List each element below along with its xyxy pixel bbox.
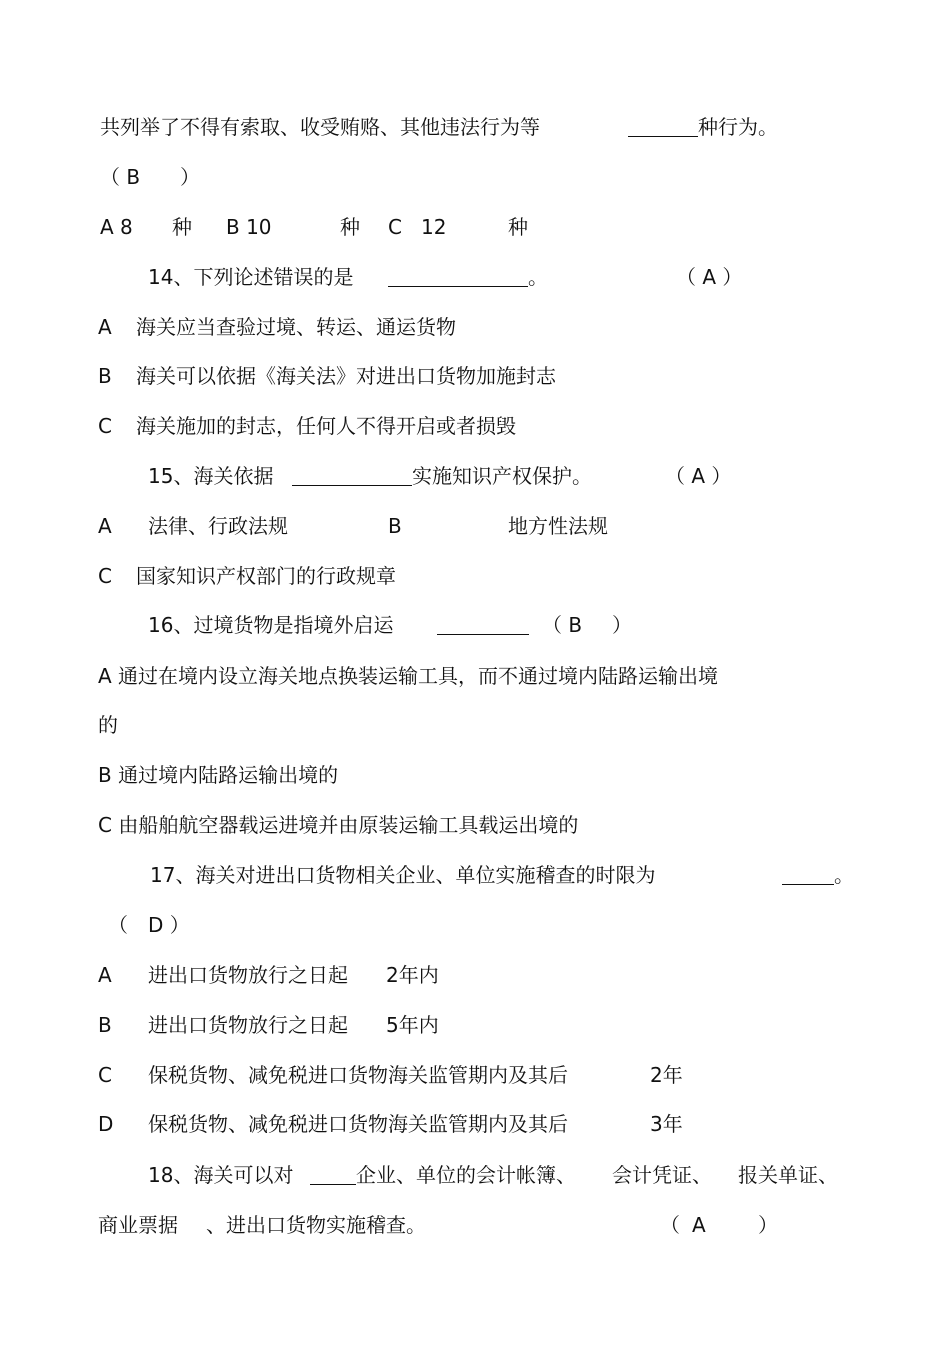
answer-blank: [782, 864, 834, 885]
text: 海关应当查验过境、转运、通运货物: [136, 315, 456, 339]
question-18-answer: [692, 1211, 706, 1239]
text: A: [98, 315, 112, 339]
text: 海关施加的封志，任何人不得开启或者损毁: [136, 414, 516, 438]
question-14-option-b-text: [136, 362, 556, 390]
question-18-blank: [310, 1161, 576, 1189]
text: 种: [508, 215, 528, 239]
text: B 通过境内陆路运输出境的: [98, 763, 339, 787]
question-17-blank: [782, 861, 854, 889]
question-14-option-c-label: [98, 412, 112, 440]
option-a-unit: [172, 213, 192, 241]
question-17-option-a-label: [98, 961, 112, 989]
question-18-text: [148, 1161, 293, 1189]
question-18-text-5: [206, 1211, 426, 1239]
question-13-answer-close: [180, 163, 200, 191]
text: ）: [612, 613, 632, 637]
answer-blank: [388, 266, 528, 287]
question-17-option-d-label: [98, 1110, 113, 1138]
question-15-answer: [665, 462, 731, 490]
text: C: [98, 1063, 112, 1087]
text: 报关单证、: [738, 1163, 838, 1187]
answer-blank: [628, 116, 698, 137]
text: C 由船舶航空器载运进境并由原装运输工具载运出境的: [98, 813, 579, 837]
question-16-option-a: [98, 662, 718, 690]
question-18-text-4: [98, 1211, 178, 1239]
text: A 通过在境内设立海关地点换装运输工具，而不通过境内陆路运输出境: [98, 664, 719, 688]
question-14-answer: [676, 263, 742, 291]
text: 共列举了不得有索取、收受贿赂、其他违法行为等: [100, 115, 540, 139]
text: A: [98, 963, 112, 987]
option-b: [226, 213, 272, 241]
text: 、进出口货物实施稽查。: [206, 1213, 426, 1237]
option-a: A 8: [100, 215, 133, 239]
question-17-answer-open: [108, 911, 128, 939]
question-13-text-cont: [100, 113, 540, 141]
text: D: [98, 1112, 114, 1136]
question-17-answer: [148, 911, 190, 939]
question-18-text-3: [738, 1161, 838, 1189]
text: 国家知识产权部门的行政规章: [136, 564, 396, 588]
text: 种行为。: [698, 115, 778, 139]
text: 种: [340, 215, 360, 239]
question-16-option-c: [98, 811, 578, 839]
text: C: [98, 564, 112, 588]
text: 3年: [650, 1112, 683, 1136]
question-17-option-b-value: [386, 1011, 439, 1039]
question-17-option-c-value: [650, 1061, 683, 1089]
question-18-answer-open: [660, 1211, 680, 1239]
text: B 10: [226, 215, 272, 239]
question-17-option-a-text: [148, 961, 348, 989]
answer-blank: [310, 1164, 356, 1185]
text: 的: [98, 713, 118, 737]
option-c-unit: [508, 213, 528, 241]
text: 保税货物、减免税进口货物海关监管期内及其后: [148, 1112, 568, 1136]
text: 会计凭证、: [612, 1163, 712, 1187]
option-c-value: [421, 213, 446, 241]
text: 法律、行政法规: [148, 514, 288, 538]
question-15-option-a-label: [98, 512, 112, 540]
answer-blank: [292, 465, 412, 486]
text: B: [98, 1013, 112, 1037]
text: （ A ）: [665, 464, 732, 488]
text: 2年: [650, 1063, 683, 1087]
answer-blank: [437, 614, 529, 635]
text: 18、海关可以对: [148, 1163, 294, 1187]
option-c: [388, 213, 402, 241]
text: 进出口货物放行之日起: [148, 1013, 348, 1037]
text: 12: [421, 215, 447, 239]
question-13-answer: [100, 163, 140, 191]
question-13-options: [100, 213, 133, 241]
question-17-option-a-value: [386, 961, 439, 989]
question-15-option-c-label: [98, 562, 112, 590]
text: 。: [528, 265, 548, 289]
text: （ B: [100, 165, 141, 189]
text: 。: [834, 863, 854, 887]
question-15-text: [148, 462, 273, 490]
text: （ B: [542, 613, 583, 637]
text: C: [98, 414, 112, 438]
text: B: [98, 364, 112, 388]
question-15-option-b-label: [388, 512, 402, 540]
text: 5年内: [386, 1013, 439, 1037]
text: 海关可以依据《海关法》对进出口货物加施封志: [136, 364, 556, 388]
question-14-option-a-label: [98, 313, 112, 341]
text: 16、过境货物是指境外启运: [148, 613, 394, 637]
question-14-blank: [388, 263, 548, 291]
question-14-option-a-text: [136, 313, 456, 341]
question-17-option-b-label: [98, 1011, 112, 1039]
question-17-option-d-text: [148, 1110, 568, 1138]
text: 种: [172, 215, 192, 239]
text: D ）: [148, 913, 190, 937]
question-15-blank: [292, 462, 592, 490]
question-17-option-d-value: [650, 1110, 683, 1138]
text: A: [98, 514, 112, 538]
question-16-text: [148, 611, 393, 639]
question-14-option-c-text: [136, 412, 516, 440]
question-16-blank: [437, 611, 529, 639]
question-18-answer-close: [758, 1211, 778, 1239]
question-13-blank-line: [628, 113, 778, 141]
text: A: [692, 1213, 706, 1237]
text: 15、海关依据: [148, 464, 274, 488]
text: 实施知识产权保护。: [412, 464, 592, 488]
text: （ A ）: [676, 265, 743, 289]
question-17-option-c-text: [148, 1061, 568, 1089]
question-18-text-2: [612, 1161, 712, 1189]
question-15-option-b-text: [508, 512, 608, 540]
text: ）: [758, 1213, 778, 1237]
text: 保税货物、减免税进口货物海关监管期内及其后: [148, 1063, 568, 1087]
text: 地方性法规: [508, 514, 608, 538]
text: 17、海关对进出口货物相关企业、单位实施稽查的时限为: [150, 863, 656, 887]
text: ）: [180, 165, 200, 189]
question-16-answer-close: [612, 611, 632, 639]
text: C: [388, 215, 402, 239]
option-b-unit: [340, 213, 360, 241]
question-17-text: [150, 861, 655, 889]
text: 14、下列论述错误的是: [148, 265, 354, 289]
text: （: [660, 1213, 680, 1237]
question-14-option-b-label: [98, 362, 112, 390]
question-15-option-a-text: [148, 512, 288, 540]
question-16-option-b: [98, 761, 338, 789]
text: 企业、单位的会计帐簿、: [356, 1163, 576, 1187]
question-17-option-c-label: [98, 1061, 112, 1089]
text: 2年内: [386, 963, 439, 987]
question-14-text: [148, 263, 353, 291]
question-17-option-b-text: [148, 1011, 348, 1039]
text: 商业票据: [98, 1213, 178, 1237]
text: 进出口货物放行之日起: [148, 963, 348, 987]
text: （: [108, 913, 128, 937]
question-16-option-a-cont: [98, 711, 118, 739]
text: B: [388, 514, 402, 538]
question-16-answer: [542, 611, 582, 639]
question-15-option-c-text: [136, 562, 396, 590]
